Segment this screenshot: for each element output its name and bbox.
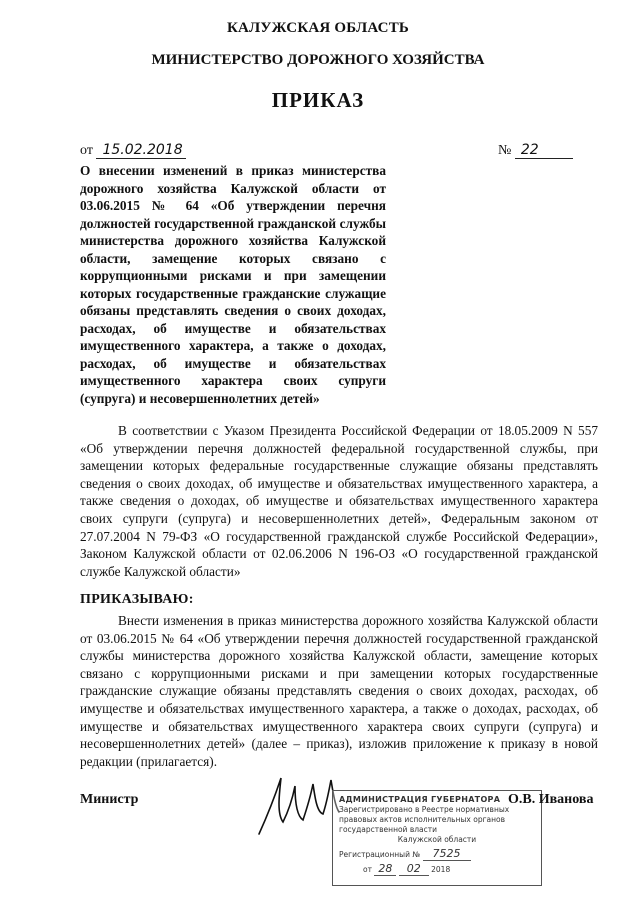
region-title: КАЛУЖСКАЯ ОБЛАСТЬ: [226, 20, 410, 36]
date-value: 15.02.2018: [96, 142, 186, 159]
stamp-reg-label: Регистрационный №: [339, 850, 421, 859]
stamp-line-1: Зарегистрировано в Реестре нормативных: [339, 805, 510, 814]
number-prefix: №: [498, 143, 512, 158]
document-number: [498, 142, 573, 159]
stamp-line-2: правовых актов исполнительных органов государственной власти: [339, 815, 506, 834]
stamp-header: АДМИНИСТРАЦИЯ ГУБЕРНАТОРА: [339, 795, 501, 804]
document-subject: О внесении изменений в приказ министерства дорожного хозяйства Калужской области от 03.06.2015 № 64 «Об утверждении перечня должностей государственной гражданской службы министерства дорожного хозяйства Калужской области, замещение которых связано с коррупционными рисками и при замещении которых государственные гражданские служащие обязаны представлять сведения о своих доходах, расходах, об имуществе и обязательствах имущественного характера, а также о доходах, расходах, об имуществе и обязательствах имущественного характера своих супруги (супруга) и несовершеннолетних детей»: [80, 163, 386, 406]
stamp-date-month: 02: [399, 862, 429, 876]
stamp-reg-row: [339, 849, 535, 860]
order-heading: ПРИКАЗЫВАЮ:: [80, 592, 194, 607]
stamp-date-year: 2018: [431, 865, 451, 874]
ministry-title: МИНИСТЕРСТВО ДОРОЖНОГО ХОЗЯЙСТВА: [151, 52, 485, 68]
number-value: 22: [515, 142, 573, 159]
stamp-line-3: Калужской области: [397, 835, 477, 844]
order-paragraph: Внести изменения в приказ министерства дорожного хозяйства Калужской области от 03.06.2015 № 64 «Об утверждении перечня должностей государственной гражданской службы министерства дорожного хозяйства Калужской области, замещение которых связано с коррупционными рисками и при замещении которых государственные гражданские служащие обязаны представлять сведения о своих доходах, расходах, об имуществе и обязательствах имущественного характера, а также о доходах, расходах, об имуществе и обязательствах имущественного характера своих супруги (супруга) и несовершеннолетних детей» (далее – приказ), изложив приложение к приказу в новой редакции (прилагается).: [80, 613, 598, 769]
date-prefix: от: [80, 143, 93, 158]
stamp-reg-number: 7525: [423, 847, 471, 861]
document-type: ПРИКАЗ: [271, 88, 365, 112]
signer-name: О.В. Иванова: [508, 792, 594, 807]
document-date: [80, 142, 186, 159]
stamp-date-prefix: от: [363, 865, 372, 874]
signer-position: Министр: [80, 792, 139, 807]
stamp-date-day: 28: [374, 862, 396, 876]
stamp-date-row: [339, 864, 535, 875]
preamble-paragraph: В соответствии с Указом Президента Российской Федерации от 18.05.2009 N 557 «Об утверждении перечня должностей федеральной государственной службы, при замещении которых федеральные государственные служащие обязаны представлять сведения о своих доходах, об имуществе и обязательствах имущественного характера, а также сведения о доходах, об имуществе и обязательствах имущественного характера своих супруги (супруга) и несовершеннолетних детей», Федеральным законом от 27.07.2004 N 79-ФЗ «О государственной гражданской службе Российской Федерации», Законом Калужской области от 02.06.2006 N 196-ОЗ «О государственной гражданской службе Калужской области»: [80, 423, 598, 579]
